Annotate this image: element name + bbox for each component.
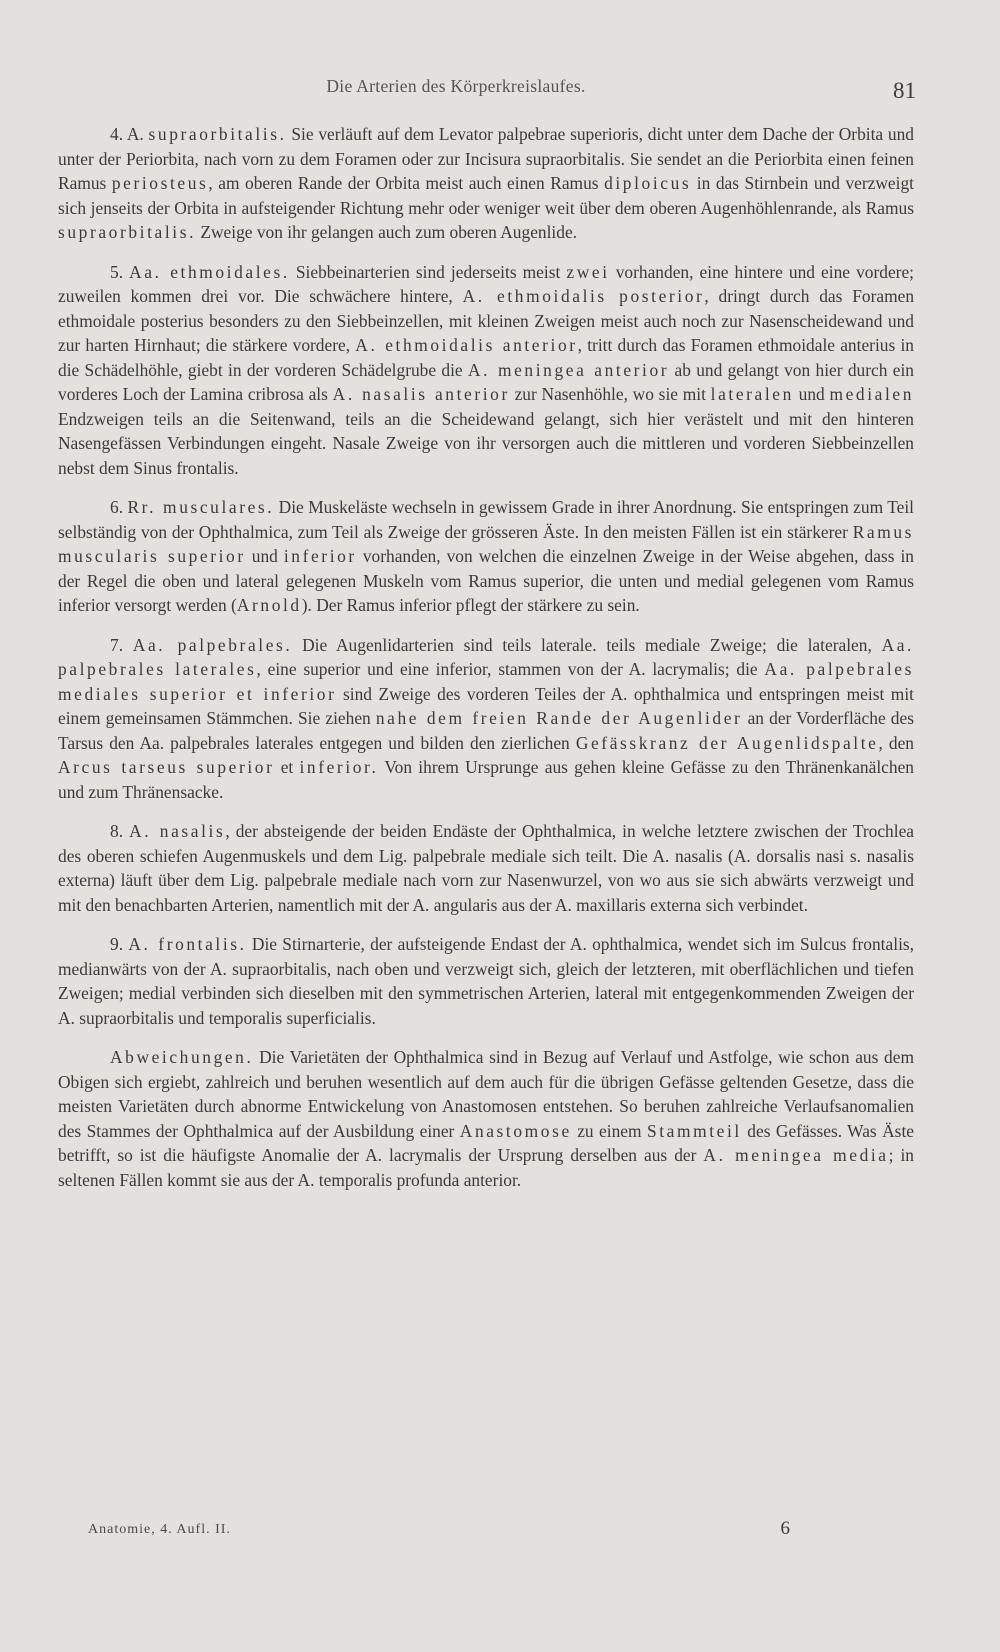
text-run: Von ihrem Ursprunge aus gehen kleine Gefässe zu den Thränenkanälchen und zum Thränensacke. bbox=[58, 757, 914, 802]
text-run: 5. bbox=[110, 261, 130, 282]
spaced-term: Arcus tarseus superior bbox=[58, 757, 275, 777]
text-run: , der absteigende der beiden Endäste der Ophthalmica, in welche letztere zwischen der Trochlea des oberen schiefen Augenmuskels und dem Lig. palpebrale mediale sich teilt. Die A. nasalis (A. dorsalis nasi s. nasalis externa) läuft über dem Lig. palpebrale mediale nach vorn zur Nasenwurzel, von wo aus sie sich abwärts verzweigt und mit den benachbarten Arterien, namentlich mit der A. angularis aus der A. maxillaris externa sich verbindet. bbox=[58, 821, 915, 915]
paragraph-nasalis bbox=[58, 819, 914, 917]
page-footer bbox=[88, 1518, 790, 1548]
text-run: et bbox=[274, 757, 300, 777]
text-run: Die Muskeläste wechseln in gewissem Grade in ihrer Anordnung. Sie entspringen zum Teil selbständig von der Ophthalmica, zum Teil als Zweige der grösseren Äste. In den meisten Fällen ist ein stärkerer bbox=[58, 497, 914, 542]
running-head bbox=[58, 72, 914, 112]
text-run: , den bbox=[878, 732, 915, 753]
text-run: vorhanden, von welchen die einzelnen Zweige in der Weise abgehen, dass in der Regel die oben und lateral gelegenen Muskeln vom Ramus superior, die unten und medial gelegenen vom Ramus inferior versorgt werden ( bbox=[58, 546, 915, 615]
spaced-term: supraorbitalis. bbox=[148, 124, 287, 144]
text-run: des Gefässes. Was Äste betrifft, so ist die häufigste Anomalie der A. lacrymalis der Ursprung derselben aus der bbox=[58, 1120, 914, 1165]
spaced-term: lateralen bbox=[710, 384, 794, 404]
text-run: vorhanden, eine hintere und eine vordere; zuweilen kommen drei vor. Die schwächere hintere, bbox=[58, 261, 915, 306]
text-run: an der Vorderfläche des Tarsus den Aa. palpebrales laterales entgegen und bilden den zierlichen bbox=[58, 708, 914, 753]
spaced-term: A. meningea media bbox=[703, 1145, 889, 1165]
paragraph-abweichungen bbox=[58, 1045, 914, 1192]
text-run: , eine superior und eine inferior, stammen von der A. lacrymalis; die bbox=[256, 659, 765, 679]
text-run: 7. bbox=[110, 634, 133, 655]
running-title: Die Arterien des Körperkreislaufes. bbox=[326, 76, 586, 96]
paragraph-palpebrales bbox=[58, 633, 914, 805]
body-text bbox=[58, 122, 914, 1192]
spaced-term: zwei bbox=[566, 261, 610, 282]
spaced-term: Rr. musculares. bbox=[127, 497, 275, 517]
paragraph-musculares bbox=[58, 495, 914, 618]
text-run: , dringt durch das Foramen ethmoidale posterius besonders zu den Siebbeinzellen, mit kleinen Zweigen meist auch noch zur Nasenscheidewand und zur harten Hirnhaut; die stärkere vordere, bbox=[58, 286, 915, 355]
text-run: 6. bbox=[110, 497, 128, 517]
spaced-term: A. nasalis anterior bbox=[332, 384, 510, 404]
spaced-term: Abweichungen. bbox=[110, 1047, 254, 1067]
text-run: und bbox=[793, 384, 830, 404]
text-run: 9. bbox=[110, 934, 129, 954]
text-run: ab und gelangt von hier durch ein vorderes Loch der Lamina cribrosa als bbox=[58, 359, 914, 404]
text-run: sind Zweige des vorderen Teiles der A. ophthalmica und entspringen meist mit einem gemeinsamen Stämmchen. Sie ziehen bbox=[58, 683, 914, 728]
spaced-term: Ramus muscularis superior bbox=[58, 521, 914, 566]
spaced-term: A. frontalis. bbox=[128, 934, 247, 954]
text-run: ). Der Ramus inferior pflegt der stärkere zu sein. bbox=[301, 595, 640, 615]
spaced-term: medialen bbox=[829, 384, 915, 404]
text-run: Zweige von ihr gelangen auch zum oberen Augenlide. bbox=[196, 222, 578, 242]
spaced-term: Anastomose bbox=[459, 1120, 572, 1141]
signature-mark: Anatomie, 4. Aufl. II. bbox=[88, 1522, 231, 1537]
spaced-term: A. meningea anterior bbox=[467, 359, 670, 380]
text-run: Die Varietäten der Ophthalmica sind in Bezug auf Verlauf und Astfolge, wie schon aus dem Obigen sich ergiebt, zahlreich und beruhen wesentlich auf dem auch für die übrigen Gefässe geltenden Gesetze, dass die meisten Varietäten durch abnorme Entwickelung von Anastomosen entstehen. So beruhen zahlreiche Verlaufsanomalien des Stammes der Ophthalmica auf der Ausbildung einer bbox=[58, 1047, 914, 1141]
spaced-term: Aa. palpebrales. bbox=[132, 634, 293, 655]
spaced-term: A. nasalis bbox=[129, 821, 226, 841]
spaced-term: nahe dem freien Rande der Augenlider bbox=[375, 708, 743, 728]
paragraph-frontalis bbox=[58, 932, 914, 1030]
text-run: Sie verläuft auf dem Levator palpebrae superioris, dicht unter dem Dache der Orbita und unter der Periorbita, nach vorn zu dem Foramen oder zur Incisura supraorbitalis. Sie sendet an die Periorbita einen feinen Ramus bbox=[58, 124, 915, 193]
text-run: und bbox=[245, 546, 284, 566]
spaced-term: supraorbitalis. bbox=[58, 222, 197, 242]
text-run: zu einem bbox=[571, 1120, 647, 1141]
text-run: in das Stirnbein und verzweigt sich jenseits der Orbita in aufsteigender Richtung mehr oder weniger weit über dem oberen Augenhöhlenrande, als Ramus bbox=[58, 173, 915, 218]
spaced-term: Aa. palpebrales laterales bbox=[58, 634, 915, 679]
spaced-term: periosteus bbox=[111, 173, 209, 193]
text-run: , am oberen Rande der Orbita meist auch einen Ramus bbox=[208, 173, 605, 193]
text-run: zur Nasenhöhle, wo sie mit bbox=[509, 384, 711, 404]
spaced-term: diploicus bbox=[604, 173, 692, 193]
page-number: 81 bbox=[893, 78, 916, 103]
spaced-term: Stammteil bbox=[646, 1120, 742, 1141]
text-run: 4. A. bbox=[110, 124, 149, 144]
spaced-term: A. ethmoidalis posterior bbox=[462, 286, 705, 306]
spaced-term: Aa. ethmoidales. bbox=[129, 261, 290, 282]
text-run: ; in seltenen Fällen kommt sie aus der A. temporalis profunda anterior. bbox=[58, 1145, 914, 1190]
paragraph-ethmoidales bbox=[58, 260, 914, 481]
text-run: Die Augenlidarterien sind teils laterale. teils mediale Zweige; die lateralen, bbox=[292, 634, 882, 655]
spaced-term: inferior bbox=[283, 546, 357, 566]
text-run: , tritt durch das Foramen ethmoidale anterius in die Schädelhöhle, giebt in der vorderen Schädelgrube die bbox=[58, 335, 914, 380]
text-run: Die Stirnarterie, der aufsteigende Endast der A. ophthalmica, wendet sich im Sulcus frontalis, medianwärts von der A. supraorbitalis, nach oben und verzweigt sich, gleich der letzteren, mit oberflächlichen und tiefen Zweigen; medial verbinden sich dieselben mit den symmetrischen Arterien, lateral mit entgegenkommenden Zweigen der A. supraorbitalis und temporalis superficialis. bbox=[58, 934, 915, 1028]
paragraph-supraorbitalis bbox=[58, 122, 914, 245]
sheet-number: 6 bbox=[780, 1518, 790, 1539]
text-run: Siebbeinarterien sind jederseits meist bbox=[289, 261, 567, 282]
text-run: 8. bbox=[110, 821, 130, 841]
spaced-term: Aa. palpebrales mediales superior et inferior bbox=[58, 659, 914, 704]
spaced-term: A. ethmoidalis anterior bbox=[355, 335, 578, 355]
spaced-term: Arnold bbox=[236, 595, 302, 615]
spaced-term: Gefässkranz der Augenlidspalte bbox=[575, 732, 879, 753]
spaced-term: inferior. bbox=[299, 757, 379, 777]
text-run: Endzweigen teils an die Seitenwand, teils an die Scheidewand gelangt, sich hier verästelt und mit den hinteren Nasengefässen Verbindungen eingeht. Nasale Zweige von ihr versorgen auch die mittleren und vorderen Siebbeinzellen nebst dem Sinus frontalis. bbox=[58, 408, 914, 478]
